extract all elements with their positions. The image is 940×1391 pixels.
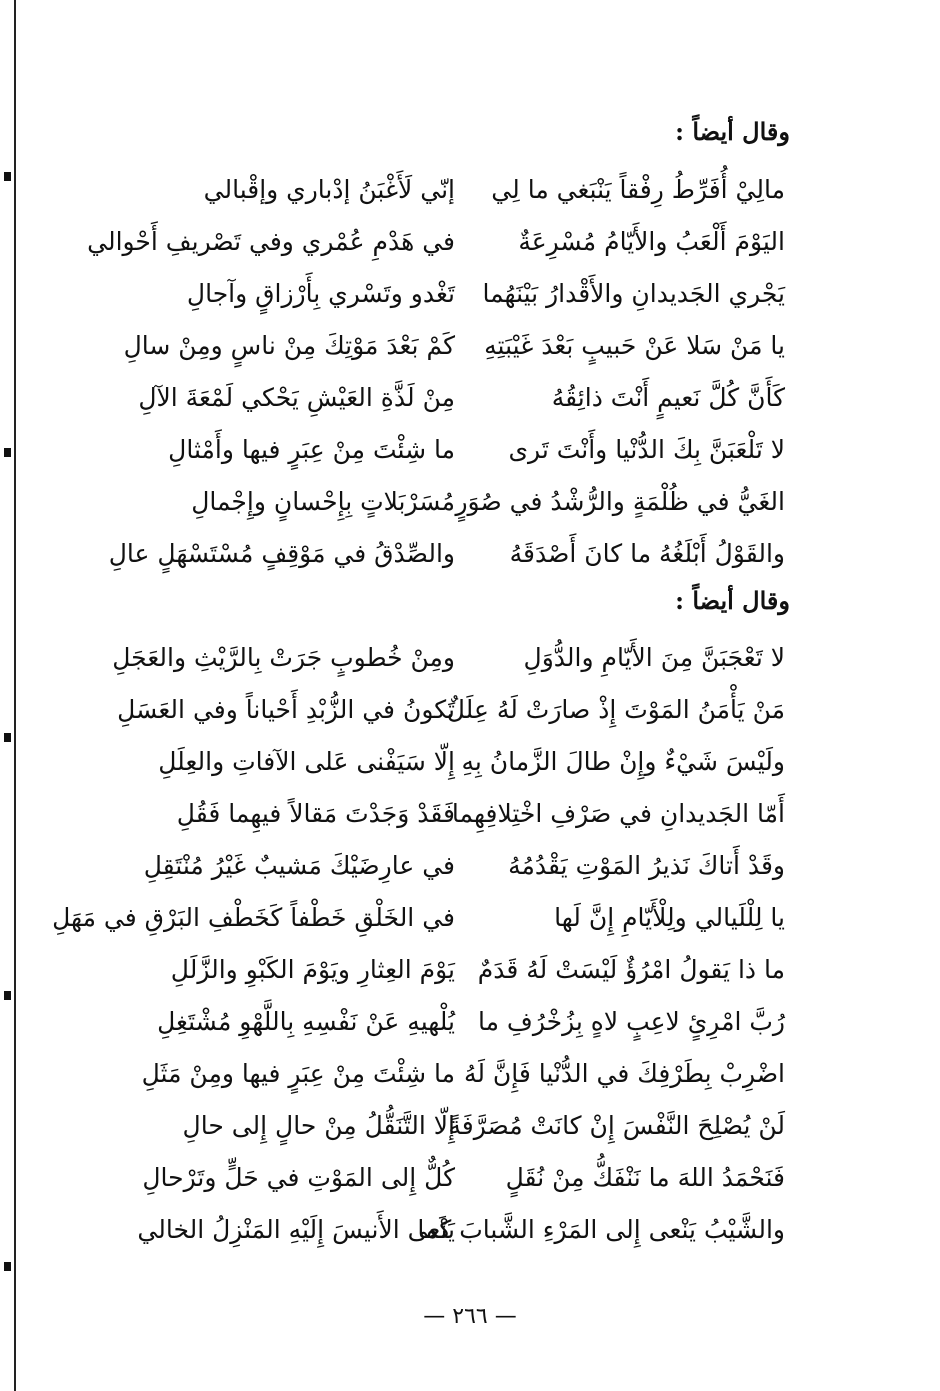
verse-first-hemistich: يَجْري الجَديدانِ والأَقْدارُ بَيْنَهُما xyxy=(482,279,785,308)
verse-line xyxy=(0,528,940,580)
verse-line xyxy=(0,1152,940,1204)
verse-first-hemistich: لَنْ يُصْلِحَ النَّفْسَ إِنْ كانَتْ مُصَرَّفَةً xyxy=(448,1111,785,1140)
poem-heading: وقال أيضاً : xyxy=(675,117,790,146)
margin-mark xyxy=(4,1262,11,1271)
verse-second-hemistich: إِلّا سَيَفْنى عَلى الآفاتِ والعِلَلِ xyxy=(158,747,455,776)
verse-second-hemistich: ما شِئْتَ مِنْ عِبَرٍ فيها وأَمْثالِ xyxy=(168,435,455,464)
verse-first-hemistich: رُبَّ امْرِئٍ لاعِبٍ لاهٍ بِزُخْرُفِ ما xyxy=(477,1007,785,1036)
verse-second-hemistich: كُلٌّ إِلى المَوْتِ في حَلٍّ وتَرْحالِ xyxy=(142,1163,455,1192)
verse-first-hemistich: أَمّا الجَديدانِ في صَرْفِ اخْتِلافِهِما xyxy=(451,799,785,828)
verse-first-hemistich: مالِيْ أُفَرِّطُ رِفْقاً يَنْبَغي ما لِي xyxy=(491,175,785,204)
verse-second-hemistich: في هَدْمِ عُمْري وفي تَصْريفِ أَحْوالي xyxy=(87,227,455,256)
verse-line xyxy=(0,320,940,372)
verse-second-hemistich: في عارِضَيْكَ مَشيبٌ غَيْرُ مُنْتَقِلِ xyxy=(143,851,455,880)
verse-second-hemistich: مِنْ لَذَّةِ العَيْشِ يَحْكي لَمْعَةَ الآلِ xyxy=(138,383,455,412)
verse-first-hemistich: والشَّيْبُ يَنْعى إِلى المَرْءِ الشَّبابَ كَما xyxy=(417,1215,785,1244)
verse-second-hemistich: فَقَدْ وَجَدْتَ مَقالاً فيهِما فَقُلِ xyxy=(176,799,455,828)
verse-first-hemistich: وقَدْ أَتاكَ نَذيرُ المَوْتِ يَقْدُمُهُ xyxy=(508,851,785,880)
page-number: — ٢٦٦ — xyxy=(423,1304,517,1329)
verse-line xyxy=(0,1204,940,1256)
verse-line xyxy=(0,840,940,892)
verse-line xyxy=(0,996,940,1048)
verse-second-hemistich: إنّي لَأَغْبَنُ إدْباري وإقْبالي xyxy=(203,175,455,204)
verse-second-hemistich: ما شِئْتَ مِنْ عِبَرٍ فيها ومِنْ مَثَلِ xyxy=(141,1059,455,1088)
verse-second-hemistich: كَمْ بَعْدَ مَوْتِكَ مِنْ ناسٍ ومِنْ سالِ xyxy=(123,331,455,360)
verse-first-hemistich: الغَيُّ في ظُلْمَةٍ والرُّشْدُ في صُوَرٍ xyxy=(455,487,785,516)
verse-line xyxy=(0,424,940,476)
verse-second-hemistich: مُسَرْبَلاتٍ بِإِحْسانٍ وإِجْمالِ xyxy=(191,487,455,516)
verse-line xyxy=(0,1100,940,1152)
verse-first-hemistich: اليَوْمَ أَلْعَبُ والأَيّامُ مُسْرِعَةٌ xyxy=(518,227,785,256)
verse-first-hemistich: لا تَلْعَبَنَّ بِكَ الدُّنْيا وأَنْتَ تَرى xyxy=(508,435,785,464)
verse-second-hemistich: والصِّدْقُ في مَوْقِفٍ مُسْتَسْهَلٍ عالِ xyxy=(108,539,455,568)
verse-line xyxy=(0,892,940,944)
verse-first-hemistich: يا مَنْ سَلا عَنْ حَبيبٍ بَعْدَ غَيْبَتِهِ xyxy=(484,331,785,360)
verse-line xyxy=(0,944,940,996)
verse-second-hemistich: تَغْدو وتَسْري بِأَرْزاقٍ وآجالِ xyxy=(186,279,455,308)
poem-heading: وقال أيضاً : xyxy=(675,586,790,615)
verse-line xyxy=(0,372,940,424)
verse-second-hemistich: في الخَلْقِ خَطْفاً كَخَطْفِ البَرْقِ في مَهَلِ xyxy=(52,903,455,932)
verse-second-hemistich: يَوْمَ العِثارِ ويَوْمَ الكَبْوِ والزَّلَلِ xyxy=(170,955,455,984)
verse-line xyxy=(0,216,940,268)
verse-second-hemistich: يَنْعى الأَنيسَ إِلَيْهِ المَنْزِلُ الخالي xyxy=(137,1215,455,1244)
verse-first-hemistich: يا لِلْلَيالي ولِلْأَيّامِ إِنَّ لَها xyxy=(554,903,785,932)
verse-line xyxy=(0,736,940,788)
verse-first-hemistich: مَنْ يَأْمَنُ المَوْتَ إِذْ صارَتْ لَهُ عِلَلٌ xyxy=(446,695,785,724)
verse-first-hemistich: فَنَحْمَدُ اللهَ ما نَنْفَكُّ مِنْ نُقَلٍ xyxy=(505,1163,785,1192)
verse-line xyxy=(0,684,940,736)
verse-second-hemistich: يُلْهيهِ عَنْ نَفْسِهِ بِاللَّهْوِ مُشْتَغِلِ xyxy=(157,1007,455,1036)
verse-second-hemistich: ومِنْ خُطوبٍ جَرَتْ بِالرَّيْثِ والعَجَلِ xyxy=(112,643,455,672)
verse-line xyxy=(0,632,940,684)
verse-first-hemistich: ولَيْسَ شَيْءٌ وإِنْ طالَ الزَّمانُ بِهِ xyxy=(461,747,785,776)
verse-line xyxy=(0,788,940,840)
verse-first-hemistich: كَأَنَّ كُلَّ نَعيمٍ أَنْتَ ذائِقُهُ xyxy=(551,383,785,412)
verse-line xyxy=(0,268,940,320)
verse-first-hemistich: اضْرِبْ بِطَرْفِكَ في الدُّنْيا فَإِنَّ لَهُ xyxy=(463,1059,785,1088)
verse-line xyxy=(0,476,940,528)
verse-line xyxy=(0,1048,940,1100)
verse-first-hemistich: والقَوْلُ أَبْلَغُهُ ما كانَ أَصْدَقَهُ xyxy=(509,539,785,568)
verse-second-hemistich: تَكونُ في الزُّبْدِ أَحْياناً وفي العَسَلِ xyxy=(117,695,455,724)
verse-first-hemistich: لا تَعْجَبَنَّ مِنَ الأَيّامِ والدُّوَلِ xyxy=(523,643,785,672)
verse-first-hemistich: ما ذا يَقولُ امْرُؤٌ لَيْسَتْ لَهُ قَدَمٌ xyxy=(477,955,785,984)
verse-second-hemistich: إِلّا التَّنَقُّلُ مِنْ حالٍ إِلى حالِ xyxy=(182,1111,455,1140)
verse-line xyxy=(0,164,940,216)
